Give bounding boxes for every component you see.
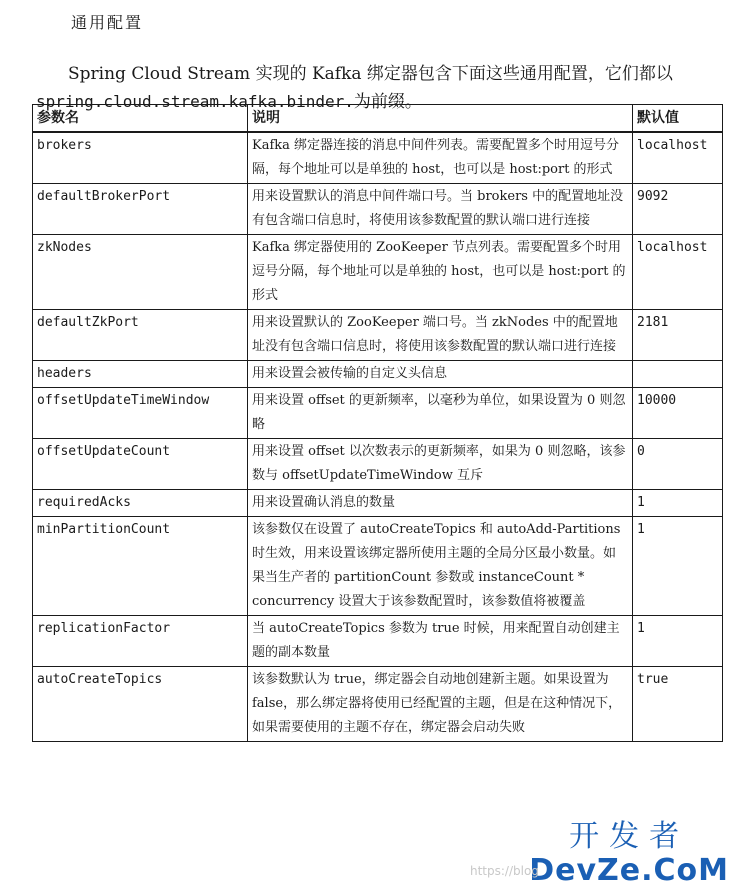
intro-text-after: 为前缀。: [353, 92, 422, 112]
param-name: offsetUpdateCount: [33, 439, 248, 490]
param-default: 1: [633, 490, 723, 517]
table-row: [33, 439, 723, 490]
param-description: 当 autoCreateTopics 参数为 true 时候，用来配置自动创建主题的副本数量: [248, 616, 633, 667]
parameter-table: [32, 104, 723, 742]
watermark-cn: 开发者: [569, 819, 690, 854]
table-row: [33, 490, 723, 517]
param-name: offsetUpdateTimeWindow: [33, 388, 248, 439]
header-default: 默认值: [633, 105, 723, 133]
table-row: [33, 616, 723, 667]
param-default: 0: [633, 439, 723, 490]
param-default: 1: [633, 616, 723, 667]
param-name: autoCreateTopics: [33, 667, 248, 742]
param-default: localhost: [633, 132, 723, 184]
param-default: localhost: [633, 235, 723, 310]
param-name: minPartitionCount: [33, 517, 248, 616]
param-name: defaultBrokerPort: [33, 184, 248, 235]
watermark-logo: [529, 820, 729, 888]
param-description: Kafka 绑定器使用的 ZooKeeper 节点列表。需要配置多个时用逗号分隔，每个地址可以是单独的 host，也可以是 host:port 的形式: [248, 235, 633, 310]
param-default: [633, 361, 723, 388]
param-default: 1: [633, 517, 723, 616]
param-default: 2181: [633, 310, 723, 361]
table-row: [33, 667, 723, 742]
watermark-en: DevZe.CoM: [529, 853, 729, 888]
intro-prefix-code: spring.cloud.stream.kafka.binder.: [36, 92, 354, 111]
table-row: [33, 132, 723, 184]
param-name: zkNodes: [33, 235, 248, 310]
table-row: [33, 517, 723, 616]
param-description: 用来设置会被传输的自定义头信息: [248, 361, 633, 388]
header-description: 说明: [248, 105, 633, 133]
table-row: [33, 361, 723, 388]
param-description: 该参数默认为 true，绑定器会自动地创建新主题。如果设置为 false，那么绑定器将使用已经配置的主题，但是在这种情况下，如果需要使用的主题不存在，绑定器会启动失败: [248, 667, 633, 742]
param-description: 用来设置确认消息的数量: [248, 490, 633, 517]
table-row: [33, 184, 723, 235]
param-name: requiredAcks: [33, 490, 248, 517]
param-description: 用来设置默认的 ZooKeeper 端口号。当 zkNodes 中的配置地址没有包含端口信息时，将使用该参数配置的默认端口进行连接: [248, 310, 633, 361]
table-row: [33, 235, 723, 310]
param-description: Kafka 绑定器连接的消息中间件列表。需要配置多个时用逗号分隔，每个地址可以是单独的 host，也可以是 host:port 的形式: [248, 132, 633, 184]
param-default: true: [633, 667, 723, 742]
param-description: 用来设置 offset 以次数表示的更新频率，如果为 0 则忽略，该参数与 offsetUpdateTimeWindow 互斥: [248, 439, 633, 490]
param-default: 10000: [633, 388, 723, 439]
section-title: 通用配置: [71, 13, 144, 32]
table-row: [33, 388, 723, 439]
param-description: 用来设置默认的消息中间件端口号。当 brokers 中的配置地址没有包含端口信息时，将使用该参数配置的默认端口进行连接: [248, 184, 633, 235]
header-name: 参数名: [33, 105, 248, 133]
table-header-row: [33, 105, 723, 133]
param-default: 9092: [633, 184, 723, 235]
param-name: defaultZkPort: [33, 310, 248, 361]
credit-text: https://blog: [470, 864, 539, 878]
intro-text: Spring Cloud Stream 实现的 Kafka 绑定器包含下面这些通用配置，它们都以: [68, 64, 673, 84]
param-description: 该参数仅在设置了 autoCreateTopics 和 autoAdd-Partitions 时生效，用来设置该绑定器所使用主题的全局分区最小数量。如果当生产者的 partitionCount 参数或 instanceCount * concurrency 设置大于该参数配置时，该参数值将被覆盖: [248, 517, 633, 616]
param-description: 用来设置 offset 的更新频率，以毫秒为单位，如果设置为 0 则忽略: [248, 388, 633, 439]
param-name: headers: [33, 361, 248, 388]
param-name: replicationFactor: [33, 616, 248, 667]
param-name: brokers: [33, 132, 248, 184]
table-row: [33, 310, 723, 361]
